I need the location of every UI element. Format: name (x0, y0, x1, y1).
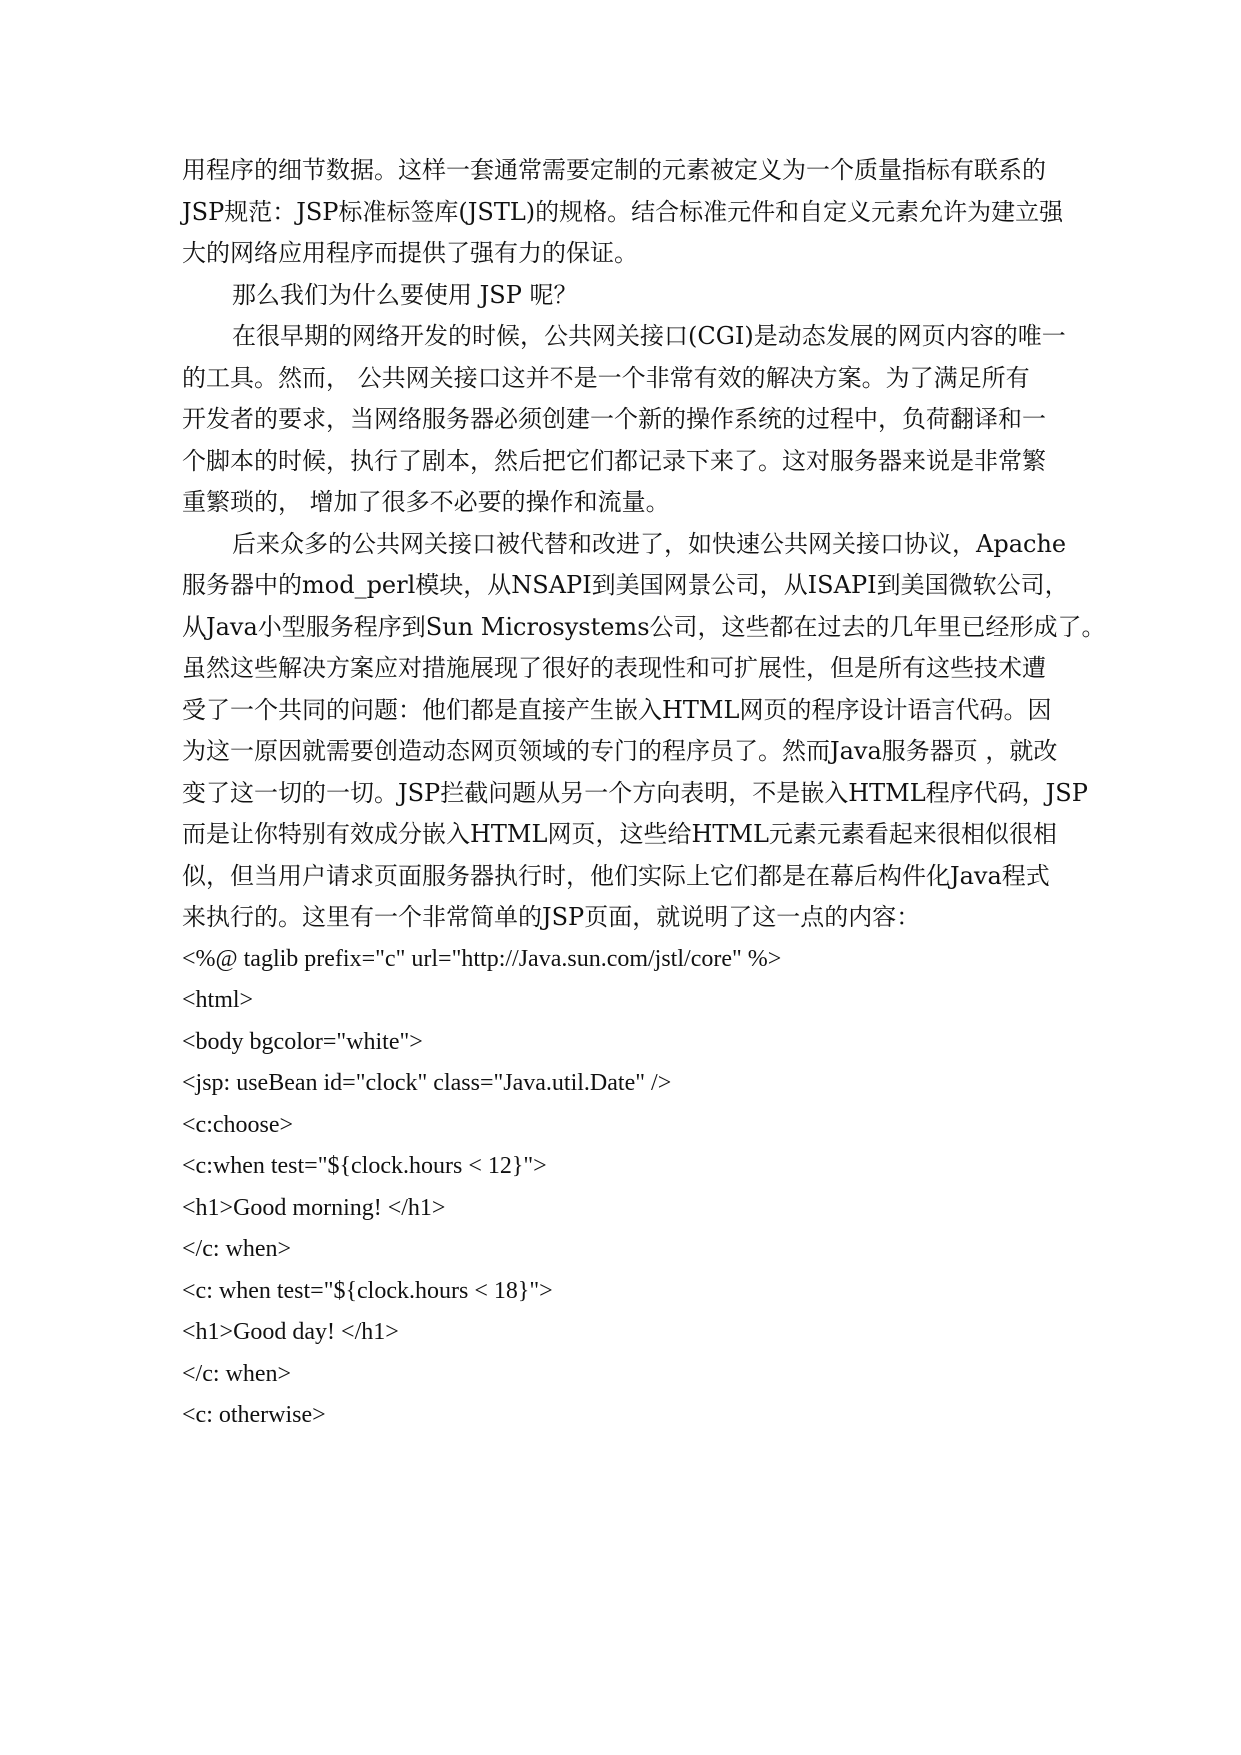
paragraph (182, 150, 1082, 275)
code-line: </c: when> (182, 1236, 292, 1262)
code-line: <jsp: useBean id="clock" class="Java.util.Date" /> (182, 1070, 672, 1096)
text-line: 开发者的要求，当网络服务器必须创建一个新的操作系统的过程中，负荷翻译和一 (182, 405, 1046, 433)
text-line: 用程序的细节数据。这样一套通常需要定制的元素被定义为一个质量指标有联系的 (182, 156, 1046, 184)
text-line: 为这一原因就需要创造动态网页领域的专门的程序员了。然而Java服务器页 ，就改 (182, 737, 1058, 765)
text-line: 来执行的。这里有一个非常简单的JSP页面，就说明了这一点的内容： (182, 903, 921, 931)
code-line: <h1>Good day! </h1> (182, 1319, 399, 1345)
code-line: <h1>Good morning! </h1> (182, 1194, 446, 1221)
code-line: </c: when> (182, 1360, 292, 1387)
document-page (182, 150, 1106, 1437)
paragraph (182, 316, 1082, 358)
text-line: 个脚本的时候，执行了剧本，然后把它们都记录下来了。这对服务器来说是非常繁 (182, 446, 1046, 475)
text-line: 虽然这些解决方案应对措施展现了很好的表现性和可扩展性，但是所有这些技术遭 (182, 654, 1046, 682)
code-line: <c: when test="${clock.hours < 18}"> (182, 1277, 553, 1304)
paragraph (182, 358, 1082, 524)
text-line: 在很早期的网络开发的时候，公共网关接口(CGI)是动态发展的网页内容的唯一 (232, 322, 1066, 350)
code-line: <c:when test="${clock.hours < 12}"> (182, 1153, 547, 1179)
text-line: 而是让你特别有效成分嵌入HTML网页，这些给HTML元素元素看起来很相似很相 (182, 820, 1057, 848)
text-line: 从Java小型服务程序到Sun Microsystems公司，这些都在过去的几年里已经形成了。 (182, 612, 1106, 641)
text-line: 重繁琐的， 增加了很多不必要的操作和流量。 (182, 488, 670, 516)
code-line: <body bgcolor="white"> (182, 1028, 423, 1055)
text-line: 变了这一切的一切。JSP拦截问题从另一个方向表明，不是嵌入HTML程序代码，JSP (182, 778, 1088, 807)
text-line: JSP规范：JSP标准标签库(JSTL)的规格。结合标准元件和自定义元素允许为建立强 (182, 197, 1064, 226)
text-line: 的工具。然而， 公共网关接口这并不是一个非常有效的解决方案。为了满足所有 (182, 363, 1030, 392)
text-line: 后来众多的公共网关接口被代替和改进了，如快速公共网关接口协议，Apache (232, 529, 1067, 558)
code-listing (182, 939, 1082, 1437)
paragraph (182, 524, 1082, 566)
body-text (182, 150, 1106, 939)
text-line: 服务器中的mod_perl模块，从NSAPI到美国网景公司，从ISAPI到美国微软公司， (182, 571, 1069, 599)
code-line: <c: otherwise> (182, 1402, 326, 1428)
text-line: 大的网络应用程序而提供了强有力的保证。 (182, 239, 638, 267)
text-line: 受了一个共同的问题：他们都是直接产生嵌入HTML网页的程序设计语言代码。因 (182, 695, 1052, 724)
paragraph (182, 275, 1082, 317)
text-line: 那么我们为什么要使用 JSP 呢？ (232, 280, 578, 309)
paragraph (182, 565, 1106, 939)
text-line: 似，但当用户请求页面服务器执行时，他们实际上它们都是在幕后构件化Java程式 (182, 861, 1050, 890)
code-line: <%@ taglib prefix="c" url="http://Java.sun.com/jstl/core" %> (182, 945, 782, 972)
code-line: <c:choose> (182, 1111, 294, 1138)
code-line: <html> (182, 987, 254, 1013)
